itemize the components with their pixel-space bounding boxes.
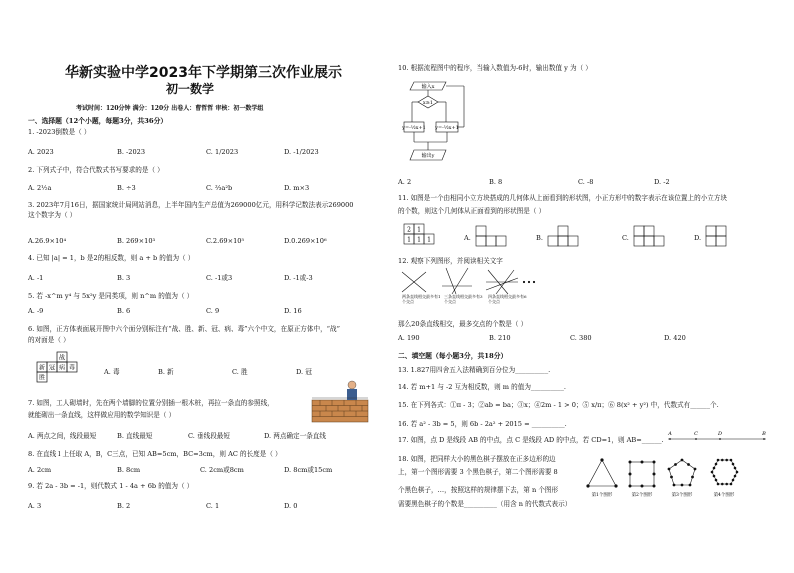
- section-fill-title: 二、填空题（每小题3分，共18分）: [398, 352, 508, 360]
- q7-bricklayer-illustration: [312, 380, 372, 425]
- q5-option-c: C. 9: [206, 307, 220, 315]
- q6-stem: 6. 如图，正方体表面展开图中六个面分别标注有“战、胜、新、冠、病、毒”六个中文，在原正方体中，“战”: [28, 325, 340, 333]
- net-cell-4: 毒: [68, 364, 76, 372]
- q11-option-a-figure: [476, 226, 512, 248]
- q4-option-b: B. 3: [117, 274, 131, 282]
- q5-stem: 5. 若 -x^m y⁴ 与 5x²y 是同类项，则 n^m 的值为（ ）: [28, 292, 194, 300]
- point-c-label: C: [694, 431, 698, 437]
- q8-option-d: D. 8cm或15cm: [284, 466, 333, 474]
- page-title: 华新实验中学2023年下学期第三次作业展示: [65, 65, 342, 81]
- q12-caption-3: 四条直线相交最多有6个交点: [488, 294, 527, 304]
- q3-option-a: A.26.9×10⁴: [28, 237, 67, 245]
- q12-caption-1: 两条直线相交最多有1个交点: [402, 294, 441, 304]
- q11-option-c: C.: [622, 234, 629, 242]
- q1-option-c: C. 1/2023: [206, 148, 239, 156]
- q10-stem: 10. 根据流程图中的程序，当输入数值为-6时，输出数值 y 为（ ）: [398, 64, 592, 72]
- q18-line4: 需要黑色棋子的个数是__________（用含 n 的代数式表示）: [398, 500, 572, 508]
- grid-num-4: 1: [427, 236, 431, 244]
- net-cell-5: 胜: [38, 374, 46, 382]
- q4-stem: 4. 已知 |a| = 1，b 是2的相反数，则 a + b 的值为（ ）: [28, 254, 195, 262]
- q16-text: 16. 若 a² - 3b = 5，则 6b - 2a² + 2015 = __________.: [398, 420, 567, 428]
- q15-text: 15. 在下列各式：①π - 3；②ab = ba；③x；④2m - 1 > 0；⑤ x/π；⑥ 8(x² + y²) 中，代数式有______个.: [398, 401, 719, 409]
- q18-line1: 18. 如图，把同样大小的黑色棋子摆放在正多边形的边: [398, 455, 556, 463]
- q14-text: 14. 若 m+1 与 -2 互为相反数，则 m 的值为__________.: [398, 383, 566, 391]
- q9-option-c: C. 1: [206, 502, 220, 510]
- q6-option-b: B. 新: [158, 368, 174, 376]
- q2-option-c: C. ⅔a²b: [206, 184, 233, 192]
- q5-option-d: D. 16: [284, 307, 302, 315]
- q2-option-a: A. 2½a: [28, 184, 52, 192]
- q11-top-view-grid: [404, 224, 438, 248]
- q12-option-b: B. 210: [489, 334, 511, 342]
- q6-stem-cont: 的对面是（ ）: [28, 336, 70, 344]
- q8-option-a: A. 2cm: [28, 466, 52, 474]
- q7-option-d: D. 两点确定一条直线: [264, 432, 326, 440]
- q12-stem-cont: 那么20条直线相交，最多交点的个数是（ ）: [398, 320, 528, 328]
- page-subtitle: 初一数学: [166, 82, 215, 96]
- q3-stem: 3. 2023年7月16日，据国家统计局网站消息，上半年国内生产总值为269000亿元，用科学记数法表示269000: [28, 201, 354, 209]
- q1-option-b: B. -2023: [117, 148, 146, 156]
- flow-condition-label: x≥1: [422, 100, 434, 106]
- net-cell-0: 战: [58, 354, 66, 362]
- flow-left-label: y=-½x+1: [402, 125, 426, 131]
- grid-num-2: 1: [407, 236, 411, 244]
- q5-option-a: A. -9: [28, 307, 44, 315]
- q9-stem: 9. 若 2a - 3b = -1，则代数式 1 - 4a + 6b 的值为（ ）: [28, 482, 194, 490]
- section-choice-title: 一、选择题（12个小题，每题3分，共36分）: [28, 117, 168, 125]
- q12-line-figures: [402, 268, 552, 316]
- q7-stem-cont: 就能砌出一条直线，这样做应用的数学知识是（ ）: [28, 411, 176, 419]
- q9-option-b: B. 2: [117, 502, 131, 510]
- q4-option-a: A. -1: [28, 274, 44, 282]
- q11-option-b: B.: [536, 234, 543, 242]
- q10-option-c: C. -8: [578, 178, 594, 186]
- grid-num-3: 1: [417, 236, 421, 244]
- net-cell-3: 病: [58, 364, 66, 372]
- point-d-label: D: [717, 431, 723, 437]
- q7-option-a: A. 两点之间，线段最短: [28, 432, 97, 440]
- q5-option-b: B. 6: [117, 307, 131, 315]
- q8-option-b: B. 8cm: [117, 466, 141, 474]
- q9-option-a: A. 3: [28, 502, 42, 510]
- q7-option-c: C. 垂线段最短: [188, 432, 230, 440]
- fig-label-1: 第1个图形: [591, 493, 613, 498]
- q2-stem: 2. 下列式子中，符合代数式书写要求的是（ ）: [28, 166, 164, 174]
- net-cell-1: 新: [38, 364, 46, 372]
- exam-meta: 考试时间：120分钟 满分：120分 出卷人：曹哲哲 审核：初一数学组: [76, 105, 264, 112]
- left-column: [28, 0, 390, 573]
- q1-option-a: A. 2023: [28, 148, 54, 156]
- fig-label-3: 第3个图形: [671, 493, 693, 498]
- q13-text: 13. 1.827用四舍五入法精确到百分位为__________.: [398, 366, 551, 374]
- q10-flowchart: [404, 78, 474, 170]
- point-a-label: A: [668, 431, 672, 437]
- right-column: [398, 0, 778, 573]
- q17-segment-figure: [666, 430, 770, 444]
- fig-label-4: 第4个图形: [713, 493, 735, 498]
- q2-option-d: D. m×3: [284, 184, 310, 192]
- q6-cube-net: [32, 352, 92, 392]
- q11-option-d-figure: [706, 226, 732, 248]
- net-cell-2: 冠: [48, 364, 56, 372]
- flow-right-label: y=-½x+1: [435, 125, 459, 131]
- q12-stem: 12. 观察下列图形，并阅读相关文字: [398, 257, 503, 265]
- q11-stem: 11. 如图是一个由相同小立方块搭成的几何体从上面看到的形状图，小正方形中的数字表示在该位置上的小立方块: [398, 194, 728, 202]
- q11-option-d: D.: [694, 234, 702, 242]
- q1-option-d: D. -1/2023: [284, 148, 319, 156]
- q11-stem-cont: 的个数，则这个几何体从正面看到的形状图是（ ）: [398, 207, 546, 215]
- q17-text: 17. 如图，点 D 是线段 AB 的中点，点 C 是线段 AD 的中点，若 CD=1，则 AB=______.: [398, 436, 664, 444]
- q18-polygon-figures: [584, 456, 776, 502]
- q12-option-d: D. 420: [664, 334, 686, 342]
- q3-option-b: B. 269×10³: [117, 237, 156, 245]
- q10-option-d: D. -2: [654, 178, 670, 186]
- grid-num-1: 1: [417, 226, 421, 234]
- q11-option-c-figure: [634, 226, 670, 248]
- q6-option-c: C. 胜: [232, 368, 248, 376]
- q12-caption-2: 三条直线相交最多有3个交点: [444, 294, 483, 304]
- q8-stem: 8. 在直线 l 上任取 A，B，C三点，已知 AB=5cm，BC=3cm，则 AC 的长度是（ ）: [28, 450, 282, 458]
- q6-option-a: A. 毒: [104, 368, 120, 376]
- q3-option-c: C.2.69×10⁵: [206, 237, 245, 245]
- q11-option-b-figure: [548, 226, 584, 248]
- q4-option-d: D. -1或-3: [284, 274, 313, 282]
- flow-output-label: 输出y: [421, 153, 435, 159]
- q7-stem: 7. 如图，工人砌墙时，先在两个墙脚的位置分别插一根木桩，再拉一条直的参照线，: [28, 399, 274, 407]
- q11-option-a: A.: [464, 234, 471, 242]
- q7-option-b: B. 直线最短: [117, 432, 153, 440]
- q18-line2: 上，第一个图形需要 3 个黑色棋子，第二个图形需要 8: [398, 468, 558, 476]
- q18-line3: 个黑色棋子，…，按照这样的规律摆下去，第 n 个图形: [398, 486, 559, 494]
- q4-option-c: C. -1或3: [206, 274, 233, 282]
- point-b-label: B: [762, 431, 766, 437]
- fig-label-2: 第2个图形: [631, 493, 653, 498]
- grid-num-0: 2: [407, 226, 411, 234]
- q3-stem-cont: 这个数字为（ ）: [28, 211, 77, 219]
- q12-option-c: C. 380: [570, 334, 592, 342]
- q3-option-d: D.0.269×10⁶: [284, 237, 327, 245]
- flow-input-label: 输入x: [421, 84, 435, 90]
- q12-option-a: A. 190: [398, 334, 420, 342]
- q1-stem: 1. -2023倒数是（ ）: [28, 128, 91, 136]
- q10-option-a: A. 2: [398, 178, 412, 186]
- q9-option-d: D. 0: [284, 502, 298, 510]
- q6-option-d: D. 冠: [296, 368, 312, 376]
- q8-option-c: C. 2cm或8cm: [200, 466, 244, 474]
- q10-option-b: B. 8: [489, 178, 503, 186]
- q2-option-b: B. ÷3: [117, 184, 136, 192]
